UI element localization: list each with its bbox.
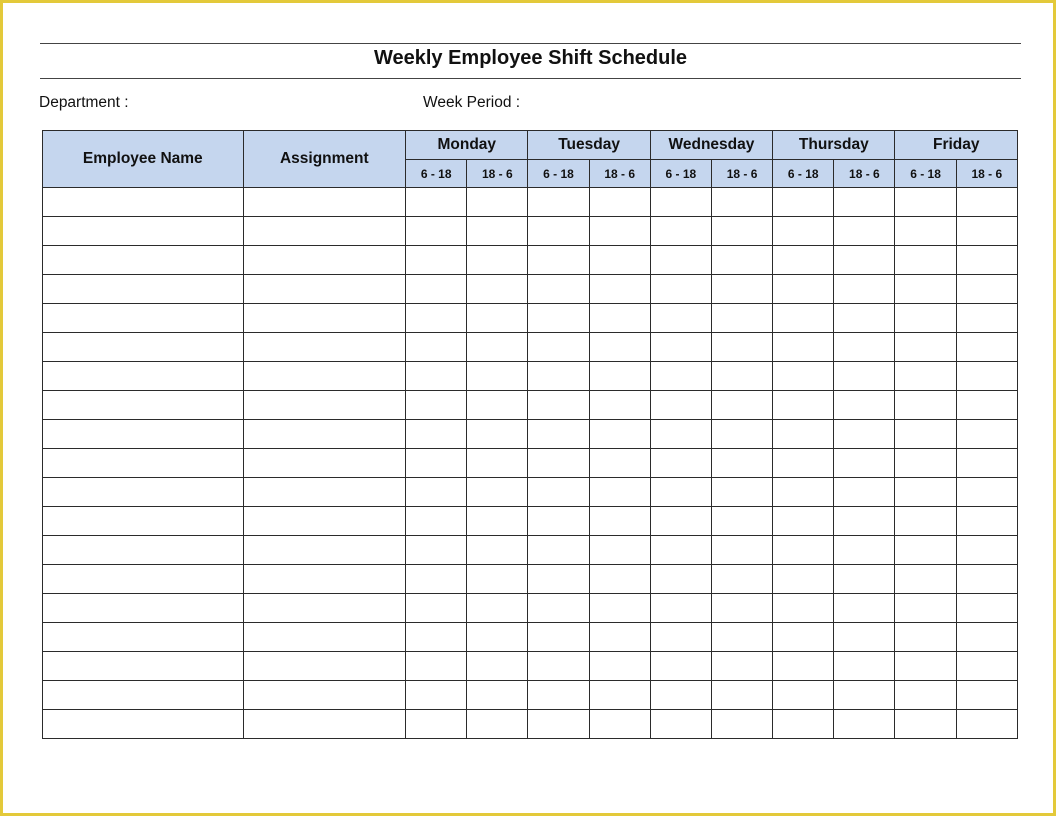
- shift-cell[interactable]: [773, 681, 834, 710]
- shift-cell[interactable]: [773, 449, 834, 478]
- shift-cell[interactable]: [650, 362, 711, 391]
- shift-cell[interactable]: [467, 275, 528, 304]
- shift-cell[interactable]: [773, 507, 834, 536]
- shift-cell[interactable]: [589, 333, 650, 362]
- shift-cell[interactable]: [467, 507, 528, 536]
- employee-name-cell[interactable]: [43, 246, 244, 275]
- shift-header-wednesday-day: 6 - 18: [650, 160, 711, 188]
- shift-cell[interactable]: [711, 681, 772, 710]
- shift-cell[interactable]: [773, 536, 834, 565]
- shift-cell[interactable]: [711, 391, 772, 420]
- shift-cell[interactable]: [528, 449, 589, 478]
- shift-cell[interactable]: [773, 304, 834, 333]
- shift-cell[interactable]: [467, 681, 528, 710]
- shift-cell[interactable]: [834, 333, 895, 362]
- shift-cell[interactable]: [834, 420, 895, 449]
- shift-cell[interactable]: [467, 710, 528, 739]
- shift-cell[interactable]: [773, 420, 834, 449]
- table-row: [43, 507, 1018, 536]
- shift-cell[interactable]: [956, 681, 1017, 710]
- shift-cell[interactable]: [956, 594, 1017, 623]
- employee-name-cell[interactable]: [43, 594, 244, 623]
- shift-cell[interactable]: [467, 188, 528, 217]
- shift-cell[interactable]: [956, 507, 1017, 536]
- shift-cell[interactable]: [834, 449, 895, 478]
- table-row: [43, 594, 1018, 623]
- shift-cell[interactable]: [589, 275, 650, 304]
- table-row: [43, 420, 1018, 449]
- shift-cell[interactable]: [956, 565, 1017, 594]
- assignment-cell[interactable]: [243, 362, 405, 391]
- shift-cell[interactable]: [528, 681, 589, 710]
- shift-cell[interactable]: [834, 362, 895, 391]
- day-header-thursday: Thursday: [773, 131, 895, 160]
- shift-cell[interactable]: [589, 652, 650, 681]
- shift-cell[interactable]: [406, 710, 467, 739]
- shift-header-friday-day: 6 - 18: [895, 160, 956, 188]
- employee-name-cell[interactable]: [43, 217, 244, 246]
- assignment-header: Assignment: [243, 131, 405, 188]
- shift-cell[interactable]: [467, 420, 528, 449]
- shift-cell[interactable]: [589, 246, 650, 275]
- employee-name-cell[interactable]: [43, 420, 244, 449]
- shift-cell[interactable]: [956, 217, 1017, 246]
- shift-cell[interactable]: [895, 536, 956, 565]
- shift-cell[interactable]: [895, 420, 956, 449]
- shift-cell[interactable]: [467, 217, 528, 246]
- shift-cell[interactable]: [528, 420, 589, 449]
- shift-cell[interactable]: [406, 652, 467, 681]
- day-header-wednesday: Wednesday: [650, 131, 772, 160]
- shift-cell[interactable]: [956, 623, 1017, 652]
- shift-cell[interactable]: [773, 623, 834, 652]
- shift-cell[interactable]: [956, 652, 1017, 681]
- shift-cell[interactable]: [589, 449, 650, 478]
- shift-cell[interactable]: [711, 623, 772, 652]
- table-row: [43, 681, 1018, 710]
- shift-cell[interactable]: [589, 623, 650, 652]
- shift-cell[interactable]: [589, 478, 650, 507]
- table-row: [43, 478, 1018, 507]
- employee-name-cell[interactable]: [43, 188, 244, 217]
- employee-name-cell[interactable]: [43, 362, 244, 391]
- table-row: [43, 246, 1018, 275]
- shift-header-wednesday-night: 18 - 6: [711, 160, 772, 188]
- shift-cell[interactable]: [650, 536, 711, 565]
- table-row: [43, 304, 1018, 333]
- employee-name-cell[interactable]: [43, 623, 244, 652]
- assignment-cell[interactable]: [243, 594, 405, 623]
- assignment-cell[interactable]: [243, 507, 405, 536]
- shift-cell[interactable]: [650, 391, 711, 420]
- shift-cell[interactable]: [956, 536, 1017, 565]
- table-row: [43, 391, 1018, 420]
- shift-cell[interactable]: [650, 623, 711, 652]
- shift-cell[interactable]: [650, 478, 711, 507]
- table-row: [43, 623, 1018, 652]
- shift-cell[interactable]: [589, 304, 650, 333]
- page-title: Weekly Employee Shift Schedule: [373, 47, 688, 69]
- employee-name-cell[interactable]: [43, 507, 244, 536]
- shift-cell[interactable]: [589, 536, 650, 565]
- shift-header-tuesday-night: 18 - 6: [589, 160, 650, 188]
- shift-cell[interactable]: [467, 391, 528, 420]
- shift-cell[interactable]: [895, 449, 956, 478]
- week-period-label: Week Period :: [423, 94, 521, 111]
- assignment-cell[interactable]: [243, 275, 405, 304]
- shift-cell[interactable]: [895, 710, 956, 739]
- shift-cell[interactable]: [528, 594, 589, 623]
- shift-cell[interactable]: [406, 391, 467, 420]
- shift-cell[interactable]: [895, 623, 956, 652]
- shift-cell[interactable]: [895, 246, 956, 275]
- shift-cell[interactable]: [406, 188, 467, 217]
- table-row: [43, 536, 1018, 565]
- table-row: [43, 710, 1018, 739]
- shift-cell[interactable]: [528, 652, 589, 681]
- shift-cell[interactable]: [895, 333, 956, 362]
- shift-cell[interactable]: [528, 565, 589, 594]
- shift-cell[interactable]: [895, 565, 956, 594]
- table-row: [43, 188, 1018, 217]
- employee-name-cell[interactable]: [43, 652, 244, 681]
- shift-cell[interactable]: [956, 304, 1017, 333]
- shift-cell[interactable]: [650, 449, 711, 478]
- shift-header-monday-day: 6 - 18: [406, 160, 467, 188]
- shift-cell[interactable]: [834, 536, 895, 565]
- shift-cell[interactable]: [834, 275, 895, 304]
- table-row: [43, 449, 1018, 478]
- shift-cell[interactable]: [406, 565, 467, 594]
- shift-cell[interactable]: [711, 362, 772, 391]
- shift-header-thursday-day: 6 - 18: [773, 160, 834, 188]
- shift-cell[interactable]: [834, 594, 895, 623]
- shift-cell[interactable]: [467, 652, 528, 681]
- day-header-row: [43, 131, 1018, 160]
- shift-cell[interactable]: [711, 710, 772, 739]
- assignment-cell[interactable]: [243, 391, 405, 420]
- assignment-cell[interactable]: [243, 536, 405, 565]
- shift-cell[interactable]: [834, 391, 895, 420]
- table-row: [43, 275, 1018, 304]
- shift-cell[interactable]: [956, 449, 1017, 478]
- shift-cell[interactable]: [956, 391, 1017, 420]
- shift-cell[interactable]: [895, 681, 956, 710]
- employee-name-cell[interactable]: [43, 710, 244, 739]
- shift-cell[interactable]: [406, 333, 467, 362]
- shift-cell[interactable]: [834, 681, 895, 710]
- day-header-friday: Friday: [895, 131, 1018, 160]
- table-row: [43, 362, 1018, 391]
- shift-cell[interactable]: [650, 188, 711, 217]
- shift-cell[interactable]: [956, 188, 1017, 217]
- shift-cell[interactable]: [589, 565, 650, 594]
- shift-cell[interactable]: [528, 188, 589, 217]
- shift-cell[interactable]: [895, 217, 956, 246]
- shift-cell[interactable]: [773, 275, 834, 304]
- shift-cell[interactable]: [589, 391, 650, 420]
- assignment-cell[interactable]: [243, 333, 405, 362]
- shift-cell[interactable]: [773, 710, 834, 739]
- employee-name-cell[interactable]: [43, 275, 244, 304]
- assignment-cell[interactable]: [243, 623, 405, 652]
- shift-cell[interactable]: [589, 507, 650, 536]
- employee-name-cell[interactable]: [43, 333, 244, 362]
- department-label: Department :: [39, 94, 129, 111]
- shift-cell[interactable]: [895, 362, 956, 391]
- assignment-cell[interactable]: [243, 304, 405, 333]
- shift-cell[interactable]: [406, 594, 467, 623]
- shift-cell[interactable]: [406, 478, 467, 507]
- assignment-cell[interactable]: [243, 710, 405, 739]
- shift-cell[interactable]: [406, 275, 467, 304]
- shift-cell[interactable]: [467, 246, 528, 275]
- shift-cell[interactable]: [589, 362, 650, 391]
- shift-cell[interactable]: [589, 681, 650, 710]
- shift-cell[interactable]: [711, 275, 772, 304]
- shift-cell[interactable]: [711, 478, 772, 507]
- shift-cell[interactable]: [528, 333, 589, 362]
- shift-cell[interactable]: [589, 710, 650, 739]
- title-top-rule: [40, 43, 1021, 44]
- assignment-cell[interactable]: [243, 217, 405, 246]
- shift-cell[interactable]: [834, 246, 895, 275]
- shift-cell[interactable]: [406, 536, 467, 565]
- shift-cell[interactable]: [711, 449, 772, 478]
- shift-cell[interactable]: [650, 565, 711, 594]
- shift-cell[interactable]: [895, 594, 956, 623]
- shift-cell[interactable]: [773, 217, 834, 246]
- shift-cell[interactable]: [467, 333, 528, 362]
- shift-cell[interactable]: [589, 188, 650, 217]
- shift-cell[interactable]: [528, 275, 589, 304]
- shift-cell[interactable]: [773, 652, 834, 681]
- schedule-body: [43, 188, 1018, 739]
- shift-header-friday-night: 18 - 6: [956, 160, 1017, 188]
- assignment-cell[interactable]: [243, 246, 405, 275]
- shift-cell[interactable]: [650, 594, 711, 623]
- shift-cell[interactable]: [834, 217, 895, 246]
- shift-cell[interactable]: [528, 710, 589, 739]
- shift-cell[interactable]: [528, 623, 589, 652]
- shift-cell[interactable]: [834, 188, 895, 217]
- shift-cell[interactable]: [528, 246, 589, 275]
- shift-cell[interactable]: [589, 217, 650, 246]
- shift-cell[interactable]: [467, 478, 528, 507]
- shift-cell[interactable]: [467, 623, 528, 652]
- shift-cell[interactable]: [406, 681, 467, 710]
- shift-cell[interactable]: [406, 362, 467, 391]
- day-header-tuesday: Tuesday: [528, 131, 650, 160]
- shift-header-thursday-night: 18 - 6: [834, 160, 895, 188]
- shift-cell[interactable]: [711, 652, 772, 681]
- table-row: [43, 333, 1018, 362]
- shift-cell[interactable]: [773, 362, 834, 391]
- employee-name-cell[interactable]: [43, 565, 244, 594]
- shift-cell[interactable]: [528, 217, 589, 246]
- shift-cell[interactable]: [956, 478, 1017, 507]
- assignment-cell[interactable]: [243, 449, 405, 478]
- shift-cell[interactable]: [467, 536, 528, 565]
- shift-cell[interactable]: [589, 594, 650, 623]
- shift-cell[interactable]: [834, 623, 895, 652]
- shift-cell[interactable]: [467, 565, 528, 594]
- shift-cell[interactable]: [406, 217, 467, 246]
- shift-header-tuesday-day: 6 - 18: [528, 160, 589, 188]
- employee-name-cell[interactable]: [43, 478, 244, 507]
- shift-cell[interactable]: [711, 217, 772, 246]
- shift-cell[interactable]: [711, 420, 772, 449]
- shift-cell[interactable]: [650, 275, 711, 304]
- shift-cell[interactable]: [650, 304, 711, 333]
- shift-cell[interactable]: [467, 594, 528, 623]
- day-header-monday: Monday: [406, 131, 528, 160]
- shift-cell[interactable]: [711, 188, 772, 217]
- shift-cell[interactable]: [711, 507, 772, 536]
- shift-cell[interactable]: [406, 246, 467, 275]
- shift-cell[interactable]: [406, 449, 467, 478]
- table-row: [43, 565, 1018, 594]
- shift-cell[interactable]: [711, 246, 772, 275]
- shift-cell[interactable]: [956, 420, 1017, 449]
- shift-cell[interactable]: [773, 391, 834, 420]
- shift-cell[interactable]: [773, 594, 834, 623]
- shift-cell[interactable]: [773, 478, 834, 507]
- shift-cell[interactable]: [711, 594, 772, 623]
- employee-name-cell[interactable]: [43, 391, 244, 420]
- shift-cell[interactable]: [895, 652, 956, 681]
- shift-cell[interactable]: [834, 478, 895, 507]
- employee-name-cell[interactable]: [43, 536, 244, 565]
- employee-name-cell[interactable]: [43, 681, 244, 710]
- assignment-cell[interactable]: [243, 420, 405, 449]
- shift-cell[interactable]: [467, 304, 528, 333]
- employee-name-cell[interactable]: [43, 304, 244, 333]
- shift-cell[interactable]: [773, 565, 834, 594]
- shift-cell[interactable]: [528, 304, 589, 333]
- shift-cell[interactable]: [650, 333, 711, 362]
- shift-cell[interactable]: [834, 652, 895, 681]
- shift-cell[interactable]: [650, 710, 711, 739]
- shift-cell[interactable]: [773, 246, 834, 275]
- shift-cell[interactable]: [834, 565, 895, 594]
- table-row: [43, 217, 1018, 246]
- shift-cell[interactable]: [895, 188, 956, 217]
- shift-cell[interactable]: [406, 507, 467, 536]
- shift-cell[interactable]: [528, 478, 589, 507]
- shift-cell[interactable]: [895, 478, 956, 507]
- shift-cell[interactable]: [528, 536, 589, 565]
- shift-header-monday-night: 18 - 6: [467, 160, 528, 188]
- shift-cell[interactable]: [956, 275, 1017, 304]
- employee-name-cell[interactable]: [43, 449, 244, 478]
- shift-cell[interactable]: [956, 710, 1017, 739]
- shift-cell[interactable]: [834, 710, 895, 739]
- shift-cell[interactable]: [834, 304, 895, 333]
- shift-cell[interactable]: [711, 333, 772, 362]
- shift-cell[interactable]: [956, 333, 1017, 362]
- shift-cell[interactable]: [895, 304, 956, 333]
- shift-schedule-table: [42, 130, 1018, 739]
- shift-cell[interactable]: [773, 188, 834, 217]
- shift-cell[interactable]: [650, 507, 711, 536]
- assignment-cell[interactable]: [243, 565, 405, 594]
- shift-cell[interactable]: [467, 449, 528, 478]
- assignment-cell[interactable]: [243, 652, 405, 681]
- assignment-cell[interactable]: [243, 188, 405, 217]
- shift-cell[interactable]: [589, 420, 650, 449]
- shift-cell[interactable]: [650, 246, 711, 275]
- shift-cell[interactable]: [528, 362, 589, 391]
- shift-cell[interactable]: [650, 652, 711, 681]
- shift-cell[interactable]: [650, 681, 711, 710]
- shift-cell[interactable]: [834, 507, 895, 536]
- shift-cell[interactable]: [406, 304, 467, 333]
- table-row: [43, 652, 1018, 681]
- shift-cell[interactable]: [956, 246, 1017, 275]
- assignment-cell[interactable]: [243, 681, 405, 710]
- shift-cell[interactable]: [650, 420, 711, 449]
- shift-cell[interactable]: [406, 623, 467, 652]
- shift-cell[interactable]: [773, 333, 834, 362]
- shift-cell[interactable]: [711, 304, 772, 333]
- shift-cell[interactable]: [895, 391, 956, 420]
- shift-cell[interactable]: [406, 420, 467, 449]
- title-bottom-rule: [40, 78, 1021, 79]
- shift-cell[interactable]: [528, 391, 589, 420]
- employee-name-header: Employee Name: [43, 131, 244, 188]
- shift-cell[interactable]: [467, 362, 528, 391]
- shift-cell[interactable]: [956, 362, 1017, 391]
- shift-cell[interactable]: [528, 507, 589, 536]
- shift-cell[interactable]: [711, 536, 772, 565]
- shift-cell[interactable]: [711, 565, 772, 594]
- shift-cell[interactable]: [895, 507, 956, 536]
- shift-cell[interactable]: [895, 275, 956, 304]
- shift-cell[interactable]: [650, 217, 711, 246]
- assignment-cell[interactable]: [243, 478, 405, 507]
